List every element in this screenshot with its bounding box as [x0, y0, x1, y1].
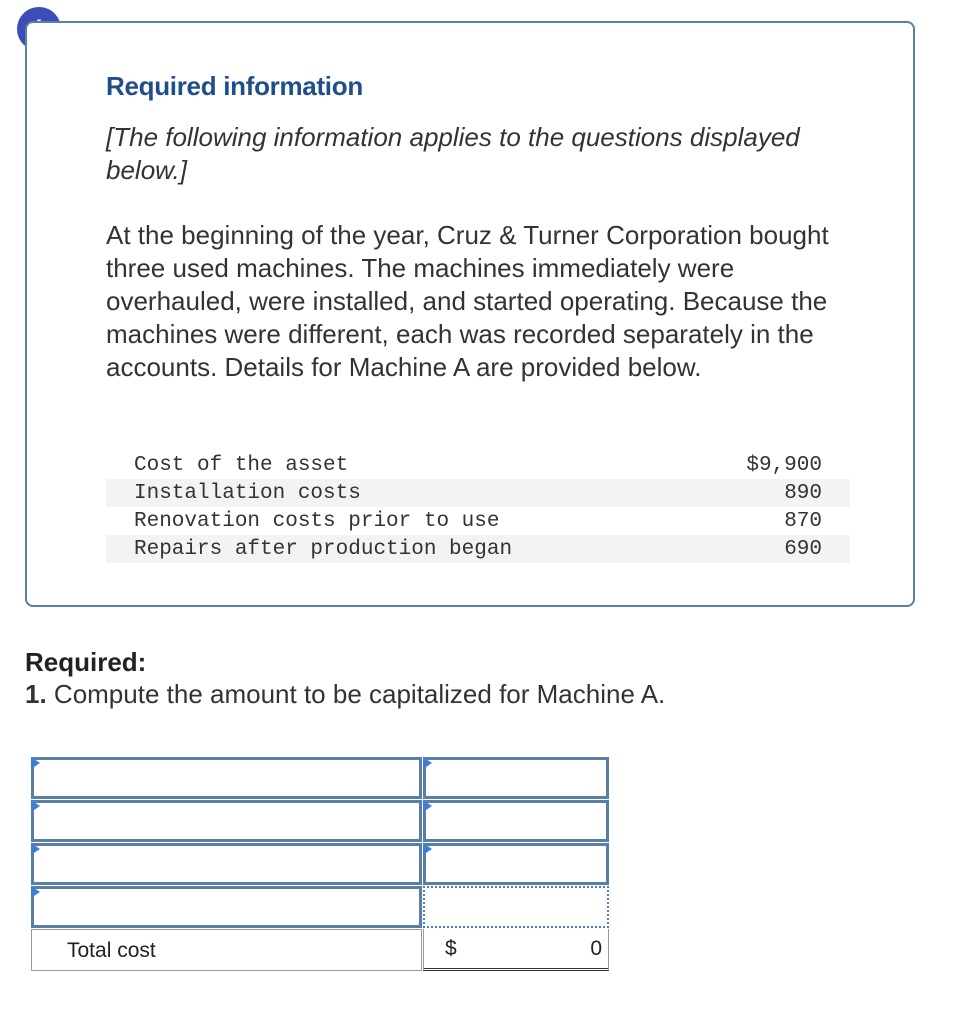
question-text [25, 679, 665, 710]
details-table [106, 451, 850, 563]
dropdown-indicator-icon [423, 757, 432, 769]
answer-row-2-amount-input[interactable] [423, 800, 609, 842]
answer-row-2-label-input[interactable] [31, 800, 422, 842]
total-cost-label: Total cost [31, 929, 422, 971]
dropdown-indicator-icon [423, 843, 432, 855]
detail-label: Installation costs [106, 479, 699, 507]
answer-row-4-amount-input[interactable] [423, 886, 609, 928]
answer-row-3-amount-input[interactable] [423, 843, 609, 885]
dropdown-indicator-icon [423, 800, 432, 812]
question-body: Compute the amount to be capitalized for Machine A. [46, 679, 666, 709]
detail-amount: 870 [784, 509, 822, 533]
question-number: 1. [25, 679, 47, 709]
currency-symbol: $ [445, 937, 457, 960]
detail-label: Renovation costs prior to use [134, 509, 500, 533]
dropdown-indicator-icon [31, 757, 40, 769]
answer-row-1-amount-input[interactable] [423, 757, 609, 799]
total-cost-value: 0 [590, 937, 602, 960]
detail-label: Repairs after production began [106, 535, 699, 563]
detail-amount: 890 [699, 479, 850, 507]
card-body: At the beginning of the year, Cruz & Turner Corporation bought three used machines. The machines immediately were overhauled, were installed, and started operating. Because the machines were different, each was recorded separately in the accounts. Details for Machine A are provided below. [106, 220, 829, 382]
answer-row-4-label-input[interactable] [31, 886, 422, 928]
card-title: Required information [106, 71, 363, 101]
answer-row-3-label-input[interactable] [31, 843, 422, 885]
answer-row-1-label-input[interactable] [31, 757, 422, 799]
dropdown-indicator-icon [31, 843, 40, 855]
dropdown-indicator-icon [31, 800, 40, 812]
detail-row [106, 451, 850, 479]
detail-label: Cost of the asset [134, 453, 349, 477]
required-information-card [25, 21, 915, 607]
total-cost-amount [423, 929, 609, 971]
dropdown-indicator-icon [31, 886, 40, 898]
detail-row [106, 479, 850, 507]
detail-amount: 690 [699, 535, 850, 563]
detail-row [106, 507, 850, 535]
detail-row [106, 535, 850, 563]
card-note: [The following information applies to the questions displayed below.] [106, 122, 800, 185]
required-heading: Required: [25, 647, 147, 677]
detail-amount: $9,900 [746, 453, 822, 477]
